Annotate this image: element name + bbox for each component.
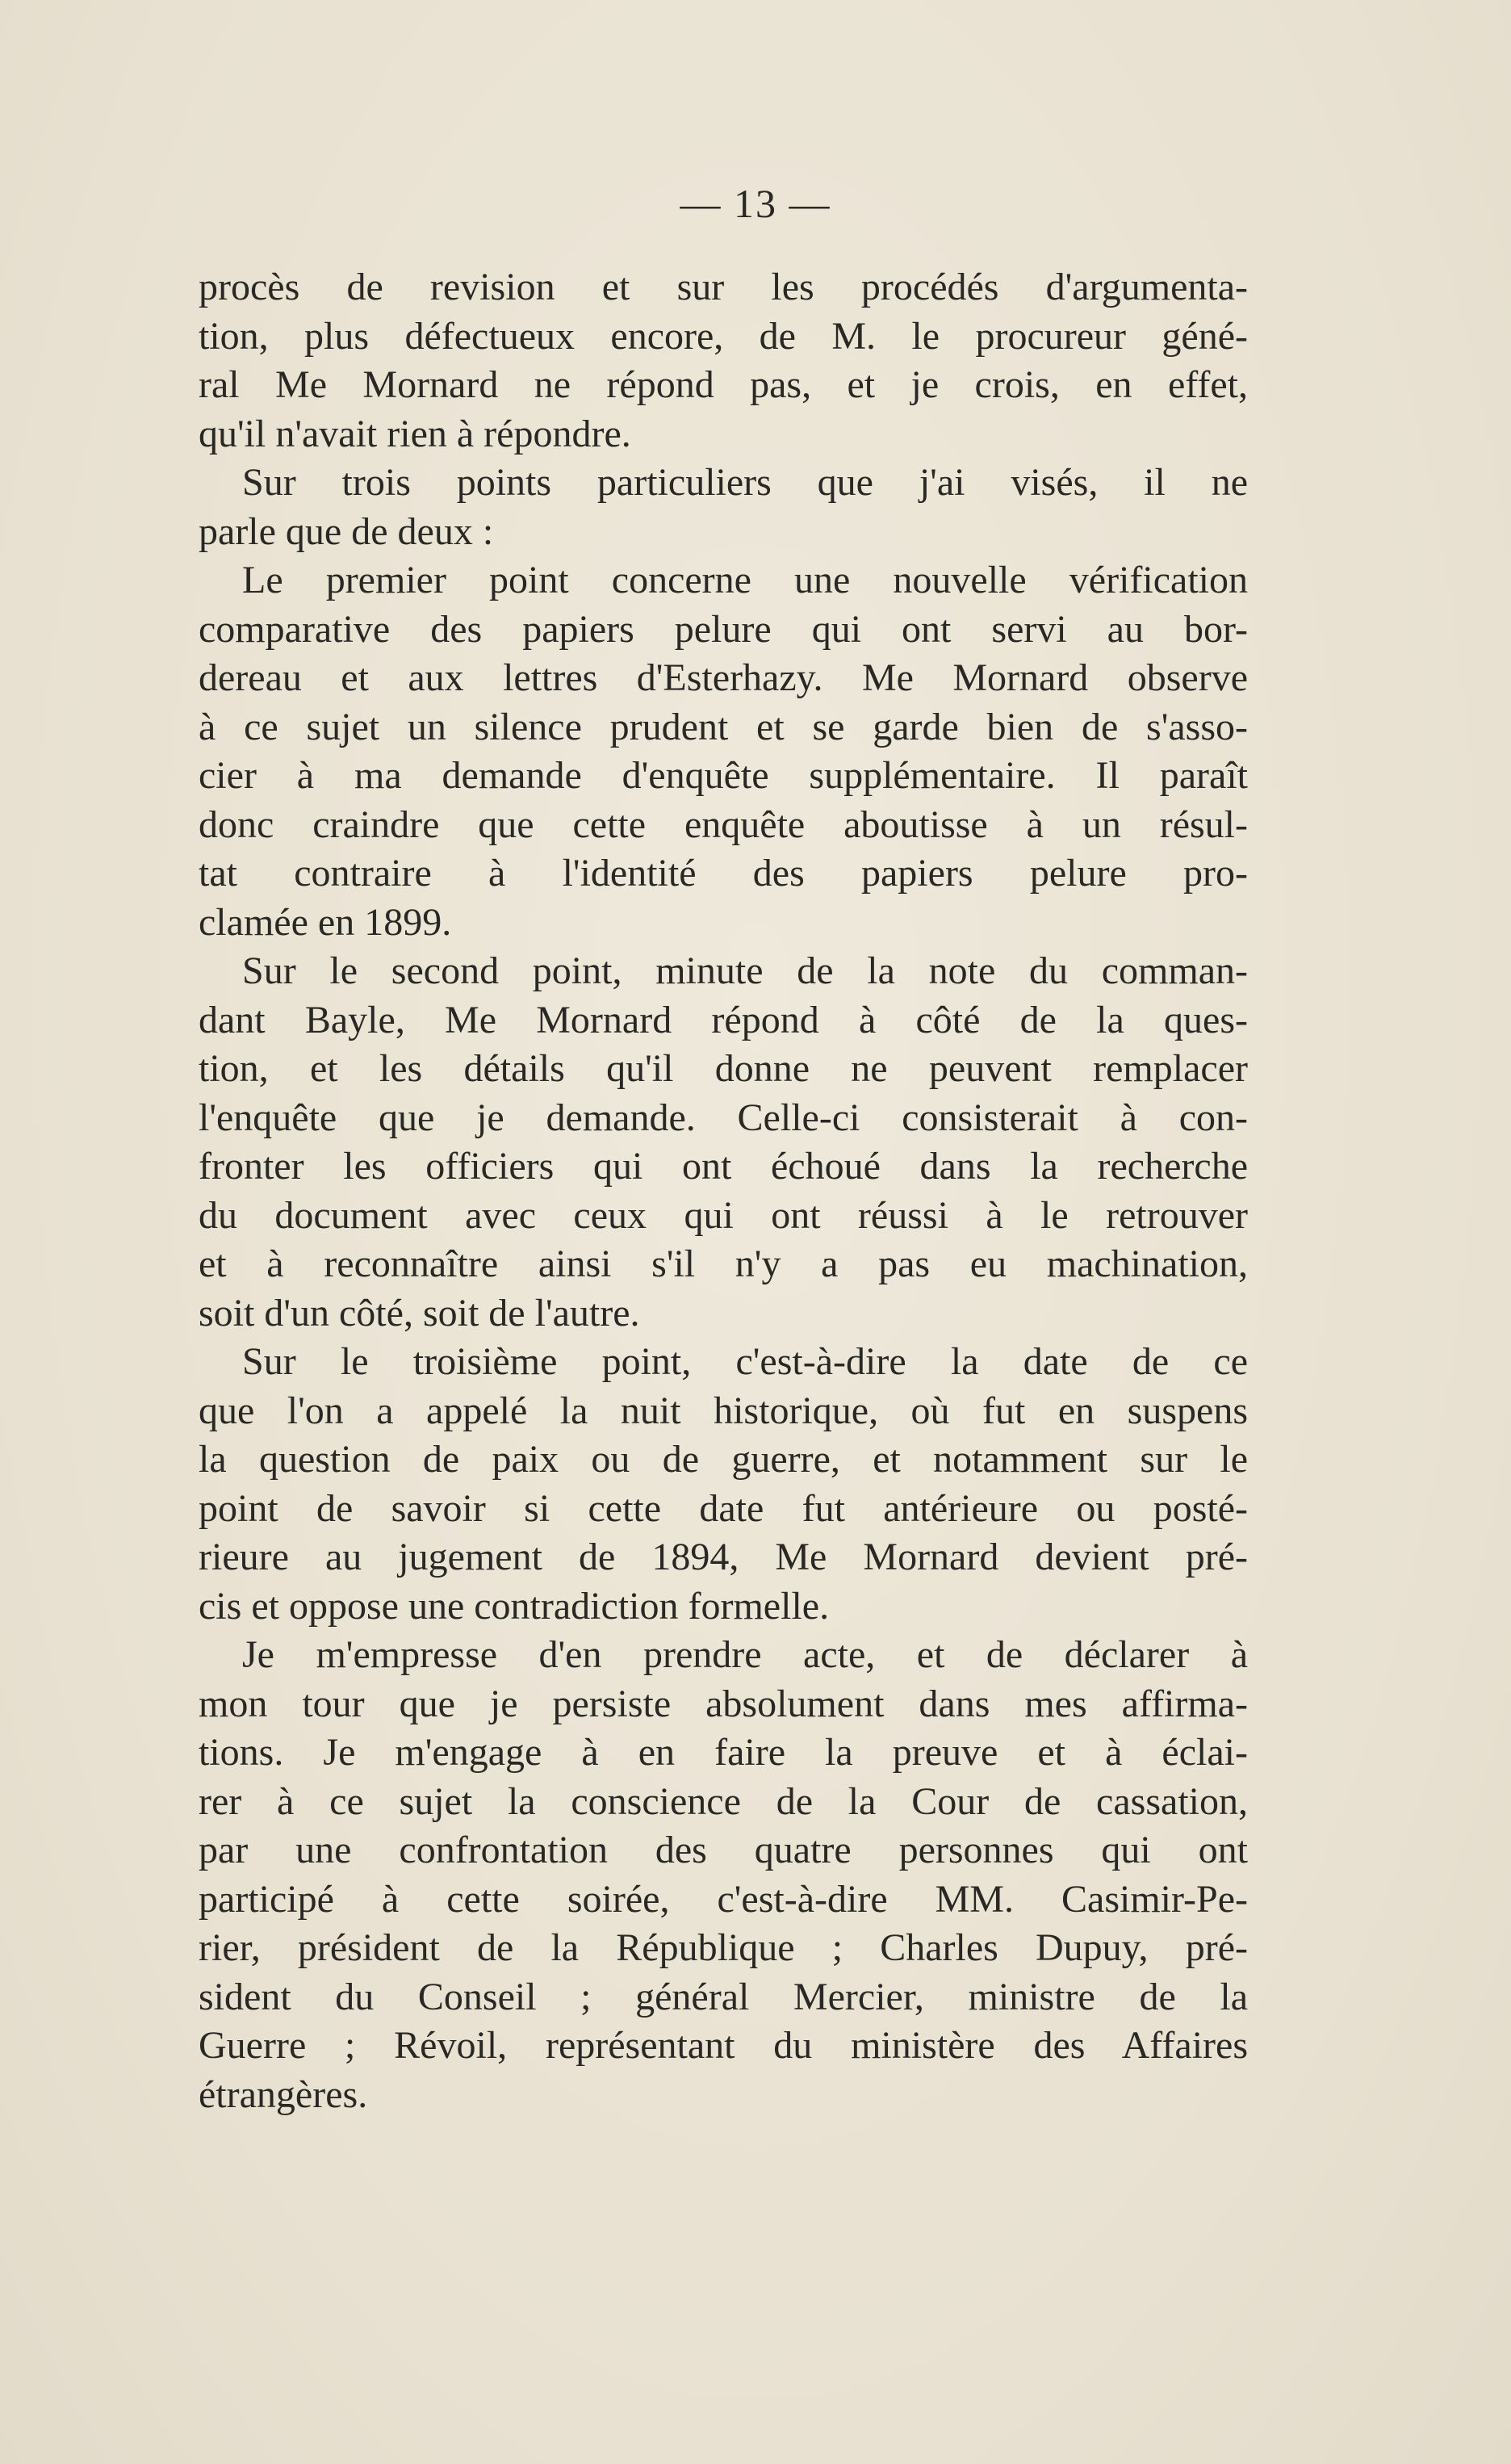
- text-line: dereau et aux lettres d'Esterhazy. Me Mornard observe: [199, 656, 1248, 699]
- text-line: cier à ma demande d'enquête supplémentaire. Il paraît: [199, 754, 1248, 797]
- text-line: procès de revision et sur les procédés d'argumenta-: [199, 266, 1248, 308]
- text-line: ral Me Mornard ne répond pas, et je crois, en effet,: [199, 363, 1248, 406]
- text-line: Guerre ; Révoil, représentant du ministère des Affaires: [199, 2024, 1248, 2067]
- text-line: rieure au jugement de 1894, Me Mornard devient pré-: [199, 1536, 1248, 1578]
- text-line: donc craindre que cette enquête aboutisse à un résul-: [199, 802, 1248, 846]
- text-line: Sur le troisième point, c'est-à-dire la date de ce: [242, 1340, 1248, 1383]
- text-line: étrangères.: [199, 2072, 368, 2116]
- text-line: rier, président de la République ; Charles Dupuy, pré-: [199, 1926, 1248, 1969]
- text-line: du document avec ceux qui ont réussi à le retrouver: [199, 1193, 1248, 1237]
- text-line: mon tour que je persiste absolument dans mes affirma-: [199, 1682, 1248, 1725]
- text-line: Sur trois points particuliers que j'ai visés, il ne: [242, 461, 1248, 504]
- text-line: parle que de deux :: [199, 509, 494, 553]
- text-line: comparative des papiers pelure qui ont servi au bor-: [199, 607, 1248, 651]
- text-line: clamée en 1899.: [199, 900, 452, 944]
- text-line: tat contraire à l'identité des papiers pelure pro-: [199, 852, 1248, 895]
- text-line: Le premier point concerne une nouvelle vérification: [242, 559, 1248, 601]
- text-line: tion, plus défectueux encore, de M. le procureur géné-: [199, 314, 1248, 358]
- body-text: [199, 263, 1248, 2119]
- text-line: Sur le second point, minute de la note du comman-: [242, 949, 1248, 992]
- text-line: point de savoir si cette date fut antérieure ou posté-: [199, 1486, 1248, 1530]
- text-line: sident du Conseil ; général Mercier, ministre de la: [199, 1975, 1248, 2018]
- text-line: qu'il n'avait rien à répondre.: [199, 412, 631, 455]
- text-line: participé à cette soirée, c'est-à-dire MM. Casimir-Pe-: [199, 1877, 1248, 1921]
- text-line: à ce sujet un silence prudent et se garde bien de s'asso-: [199, 705, 1248, 748]
- text-line: tion, et les détails qu'il donne ne peuvent remplacer: [199, 1047, 1248, 1090]
- text-line: par une confrontation des quatre personnes qui ont: [199, 1829, 1248, 1871]
- page-number: — 13 —: [680, 181, 831, 226]
- text-line: la question de paix ou de guerre, et notamment sur le: [199, 1438, 1248, 1481]
- text-line: rer à ce sujet la conscience de la Cour de cassation,: [199, 1779, 1248, 1823]
- text-line: cis et oppose une contradiction formelle.: [199, 1584, 830, 1628]
- text-line: tions. Je m'engage à en faire la preuve et à éclai-: [199, 1731, 1248, 1774]
- text-line: fronter les officiers qui ont échoué dans la recherche: [199, 1145, 1248, 1188]
- text-line: que l'on a appelé la nuit historique, où fut en suspens: [199, 1389, 1248, 1432]
- text-line: et à reconnaître ainsi s'il n'y a pas eu machination,: [199, 1242, 1248, 1285]
- text-line: l'enquête que je demande. Celle-ci consisterait à con-: [199, 1096, 1248, 1139]
- text-line: soit d'un côté, soit de l'autre.: [199, 1291, 640, 1335]
- text-line: dant Bayle, Me Mornard répond à côté de la ques-: [199, 998, 1248, 1041]
- text-line: Je m'empresse d'en prendre acte, et de déclarer à: [242, 1633, 1248, 1676]
